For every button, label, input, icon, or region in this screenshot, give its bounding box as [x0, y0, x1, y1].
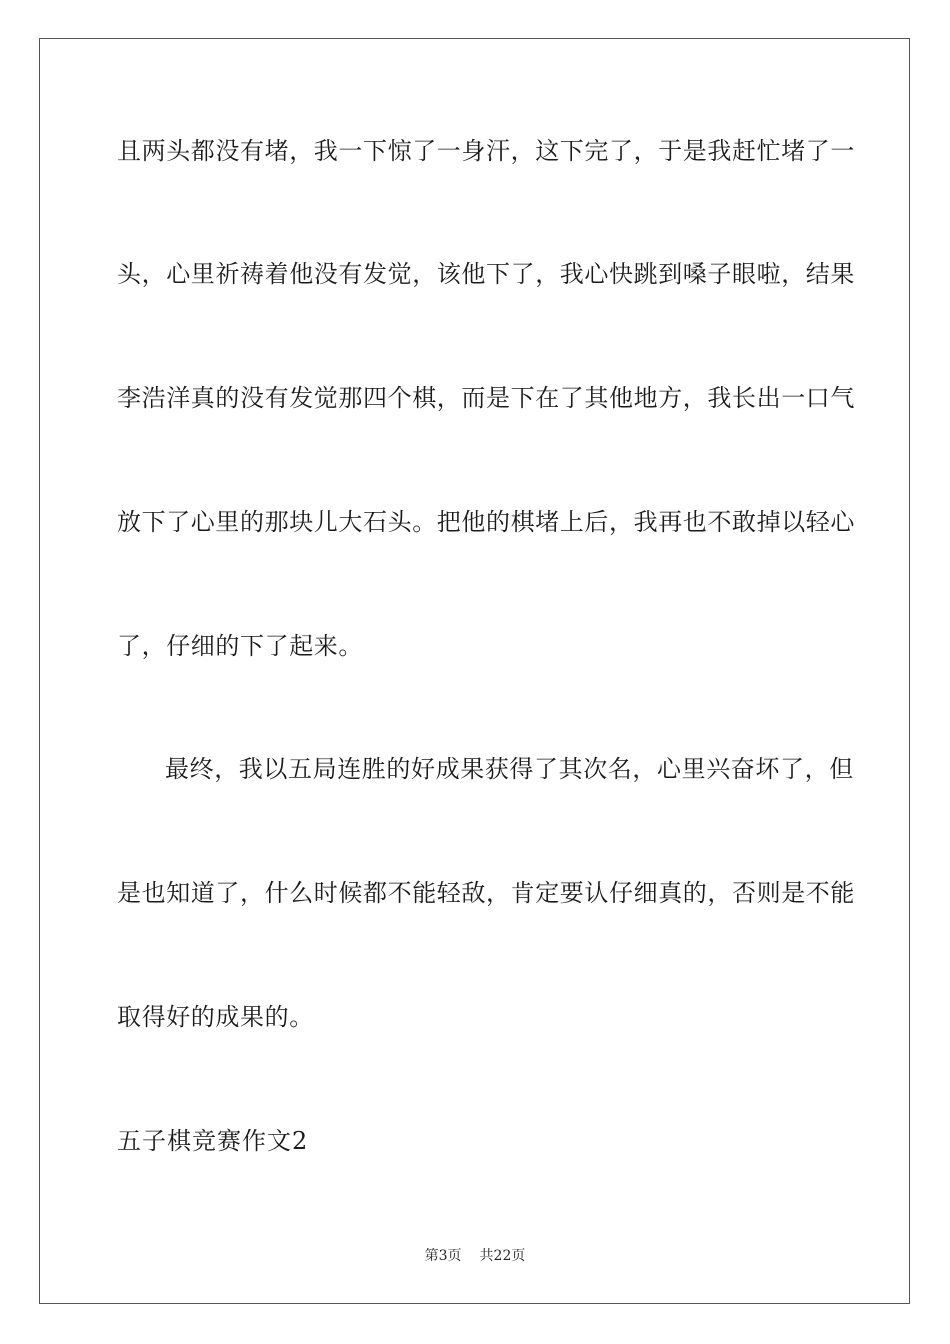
page-footer [0, 1247, 950, 1265]
page-total: 共22页 [479, 1248, 526, 1264]
paragraph-line: 了，仔细的下了起来。 [117, 632, 363, 660]
page-frame [39, 38, 910, 1304]
paragraph-line: 取得好的成果的。 [117, 1003, 314, 1031]
paragraph-line: 李浩洋真的没有发觉那四个棋，而是下在了其他地方，我长出一口气 [117, 384, 855, 412]
paragraph-line: 头，心里祈祷着他没有发觉，该他下了，我心快跳到嗓子眼啦，结果 [117, 260, 855, 288]
section-heading: 五子棋竞赛作文2 [117, 1127, 309, 1155]
paragraph-line: 且两头都没有堵，我一下惊了一身汗，这下完了，于是我赶忙堵了一 [117, 137, 855, 165]
paragraph-line: 最终，我以五局连胜的好成果获得了其次名，心里兴奋坏了，但 [165, 755, 854, 783]
paragraph-line: 是也知道了，什么时候都不能轻敌，肯定要认仔细真的，否则是不能 [117, 879, 855, 907]
page-number: 第3页 [424, 1248, 462, 1264]
paragraph-line: 放下了心里的那块儿大石头。把他的棋堵上后，我再也不敢掉以轻心 [117, 508, 855, 536]
